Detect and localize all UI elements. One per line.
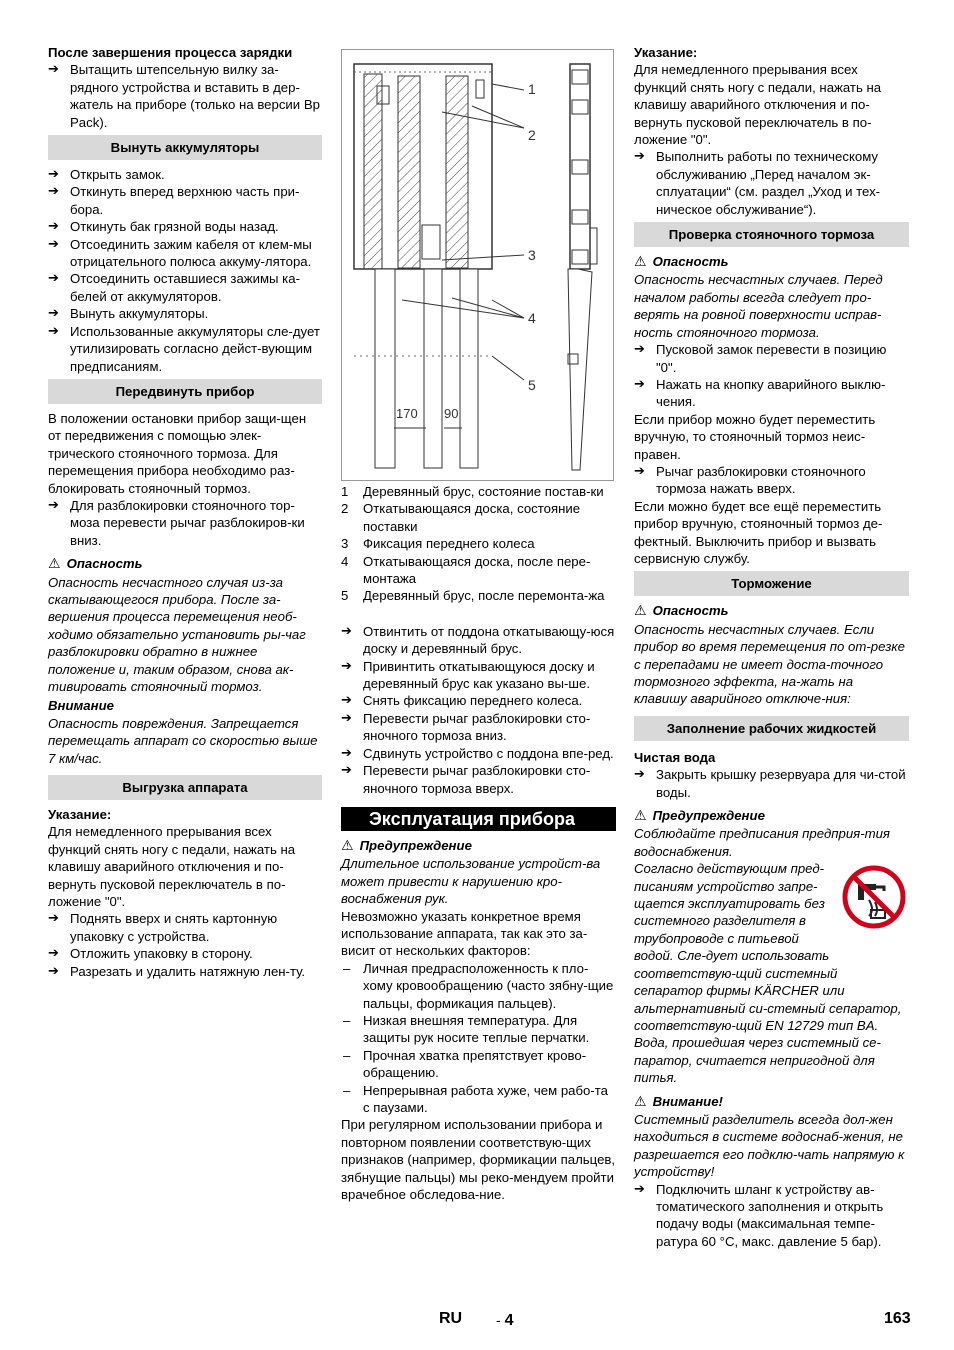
legend-item: 4 Откатывающаяся доска, после пере-монтажа	[341, 553, 591, 587]
step-item: ➔ Отвинтить от поддона откатывающу-юся доску и деревянный брус.	[341, 623, 616, 658]
note-label: Указание:	[48, 807, 112, 823]
callout-1: 1	[528, 81, 536, 97]
danger-label: ⚠ Опасность	[48, 556, 143, 573]
footer-language: RU	[439, 1310, 463, 1327]
caution-text: Опасность повреждения. Запрещается перемещать аппарат со скоростью выше 7 км/час.	[48, 715, 318, 766]
warning-triangle-icon: ⚠	[341, 837, 354, 854]
paragraph: Невозможно указать конкретное время использование аппарата, так как это за-висит от нескольких факторов:	[341, 908, 588, 959]
column-left	[48, 44, 322, 980]
step-item: ➔ Поднять вверх и снять картонную упаковку с устройства.	[48, 910, 322, 945]
warning-triangle-icon: ⚠	[634, 254, 647, 271]
section-heading-parking-brake: Проверка стояночного тормоза	[634, 222, 909, 247]
no-drinking-water-icon	[841, 864, 907, 930]
step-item: ➔ Рычаг разблокировки стояночного тормоза нажать вверх.	[634, 463, 909, 498]
paragraph: Если можно будет все ещё переместить прибор вручную, стояночный тормоз де-фектный. Выключить прибор и вызвать сервисную службу.	[634, 498, 883, 566]
note-text: Для немедленного прерывания всех функций снять ногу с педали, нажать на клавишу аварийного отключения и по-вернуть пусковой переключатель в по-ложение "0".	[634, 62, 882, 148]
warning-text: Длительное использование устройст-ва может привести к нарушению кро-воснабжения рук.	[341, 856, 601, 907]
regulation-text: Согласно действующим пред-писаниям устройство запре-щается эксплуатировать без системного разделителя в трубопроводе с питьевой водой. Сле-дует использовать соответствую-щий системный сепаратор фирмы KÄRCHER или альтернативный си-стемный сепаратор, соответствую-щий EN 12729 тип BA.	[634, 861, 902, 1033]
factor-item: – Прочная хватка препятствует крово-обращению.	[341, 1047, 616, 1082]
page-number: 163	[884, 1310, 911, 1327]
step-item: ➔ Отсоединить зажим кабеля от клем-мы отрицательного полюса аккуму-лятора.	[48, 236, 322, 271]
paragraph: В положении остановки прибор защи-щен от передвижения с помощью элек-трического стояночного тормоза. Для перемещения прибора необходимо раз-блокировать стояночный тормоз.	[48, 410, 307, 496]
chapter-heading-operation: Эксплуатация прибора	[341, 807, 616, 831]
step-item: ➔ Снять фиксацию переднего колеса.	[341, 692, 616, 709]
pallet-drawing	[342, 50, 613, 480]
step-item: ➔ Отсоединить оставшиеся зажимы ка-белей от аккумуляторов.	[48, 270, 322, 305]
factor-item: – Низкая внешняя температура. Для защиты рук носите теплые перчатки.	[341, 1012, 616, 1047]
section-heading-unload: Выгрузка аппарата	[48, 775, 322, 800]
after-charge-heading: После завершения процесса зарядки	[48, 45, 293, 60]
legend-item: 2 Откатывающаяся доска, состояние поставки	[341, 501, 581, 534]
step-item: ➔ Пусковой замок перевести в позицию "0".	[634, 341, 909, 376]
danger-label: ⚠ Опасность	[634, 603, 729, 620]
warning-label: ⚠ Предупреждение	[634, 808, 765, 825]
note-label: Указание:	[634, 45, 698, 60]
step-item: ➔ Нажать на кнопку аварийного выклю-чения.	[634, 376, 909, 411]
step-item: ➔ Привинтить откатывающуюся доску и деревянный брус как указано вы-ше.	[341, 658, 616, 693]
warning-triangle-icon: ⚠	[634, 603, 647, 620]
step-item: ➔ Сдвинуть устройство с поддона впе-ред.	[341, 745, 616, 762]
dimension-90: 90	[444, 406, 459, 421]
legend-item: 1 Деревянный брус, состояние постав-ки	[341, 484, 604, 499]
warning-text: Соблюдайте предписания предприя-тия водоснабжения.	[634, 826, 890, 859]
footer-section: - 4	[496, 1312, 514, 1329]
paragraph: Если прибор можно будет переместить вручную, то стояночный тормоз неис-правен.	[634, 411, 876, 462]
clean-water-heading: Чистая вода	[634, 749, 716, 765]
danger-label: ⚠ Опасность	[634, 254, 729, 271]
caution-text: Системный разделитель всегда дол-жен находиться в системе водоснаб-жения, не разрешается его подклю-чать напрямую к устройству!	[634, 1111, 905, 1180]
note-text: Для немедленного прерывания всех функций снять ногу с педали, нажать на клавишу аварийного отключения и по-вернуть пусковой переключатель в по-ложение "0".	[48, 824, 296, 910]
caution-label: Внимание	[48, 698, 114, 714]
legend-item: 3 Фиксация переднего колеса	[341, 536, 535, 552]
danger-text: Опасность несчастного случая из-за скатывающегося прибора. После за-вершения процесса перемещения необ-ходимо обязательно установить ры-чаг разблокировки обратно в нижнее положение и, таким образом, снова ак-тивировать стояночный тормоз.	[48, 574, 306, 694]
legend-item: 5 Деревянный брус, после перемонта-жа	[341, 588, 605, 604]
step-item: ➔ Открыть замок.	[48, 166, 322, 183]
step-item: ➔ Использованные аккумуляторы сле-дует утилизировать согласно дейст-вующим предписаниям.	[48, 323, 322, 375]
warning-triangle-icon: ⚠	[634, 808, 647, 825]
section-heading-move-device: Передвинуть прибор	[48, 379, 322, 404]
step-item: ➔ Перевести рычаг разблокировки сто-яночного тормоза вниз.	[341, 710, 616, 745]
paragraph: При регулярном использовании прибора и повторном появлении соответствую-щих признаков (например, формикации пальцев, зябнущие пальцы) мы реко-мендуем пройти врачебное обследова-ние.	[341, 1117, 616, 1203]
warning-triangle-icon: ⚠	[48, 556, 61, 573]
warning-triangle-icon: ⚠	[634, 1093, 647, 1110]
callout-5: 5	[528, 377, 536, 393]
caution-label: ⚠ Внимание!	[634, 1093, 723, 1110]
step-item: ➔ Закрыть крышку резервуара для чи-стой воды.	[634, 766, 909, 801]
step-item: ➔ Разрезать и удалить натяжную лен-ту.	[48, 963, 322, 980]
step-item: ➔ Подключить шланг к устройству ав-томатического заполнения и открыть подачу воды (максимальная темпе-ратура 60 °C, макс. давление 5 бар).	[634, 1181, 909, 1251]
warning-label: ⚠ Предупреждение	[341, 837, 472, 854]
water-text: Вода, прошедшая через системный се-паратор, считается непригодной для питья.	[634, 1035, 881, 1086]
section-heading-remove-batteries: Вынуть аккумуляторы	[48, 135, 322, 160]
step-item: ➔ Перевести рычаг разблокировки сто-яночного тормоза вверх.	[341, 762, 616, 797]
danger-text: Опасность несчастных случаев. Перед началом работы всегда следует про-верять на ровной поверхности исправ-ность стояночного тормоза.	[634, 272, 883, 340]
column-middle	[341, 44, 616, 1203]
step-item: ➔ Отложить упаковку в сторону.	[48, 945, 322, 962]
callout-4: 4	[528, 310, 536, 326]
pallet-diagram	[341, 49, 614, 481]
step-item: ➔ Для разблокировки стояночного тор-моза перевести рычаг разблокиров-ки вниз.	[48, 497, 322, 549]
danger-text: Опасность несчастных случаев. Если прибор во время перемещения по от-резке с перепадами не имеет доста-точного тормозного эффекта, на-жать на клавишу аварийного отключе-ния:	[634, 621, 905, 707]
step-item: ➔ Выполнить работы по техническому обслуживанию „Перед началом эк-сплуатации“ (см. раздел „Уход и тех-ническое обслуживание“).	[634, 148, 909, 218]
step-item: ➔ Вынуть аккумуляторы.	[48, 305, 322, 322]
dimension-170: 170	[396, 406, 418, 421]
step-item: ➔ Откинуть вперед верхнюю часть при-бора.	[48, 183, 322, 218]
callout-2: 2	[528, 127, 536, 143]
step-item: ➔ Вытащить штепсельную вилку за-рядного устройства и вставить в дер-жатель на приборе (только на версии Bp Pack).	[48, 61, 322, 131]
factor-item: – Личная предрасположенность к пло-хому кровообращению (часто зябну-щие пальцы, формикация пальцев).	[341, 960, 616, 1012]
step-item: ➔ Откинуть бак грязной воды назад.	[48, 218, 322, 235]
factor-item: – Непрерывная работа хуже, чем рабо-та с паузами.	[341, 1082, 616, 1117]
section-heading-fill: Заполнение рабочих жидкостей	[634, 716, 909, 741]
section-heading-braking: Торможение	[634, 571, 909, 596]
column-right	[634, 44, 909, 1250]
callout-3: 3	[528, 247, 536, 263]
